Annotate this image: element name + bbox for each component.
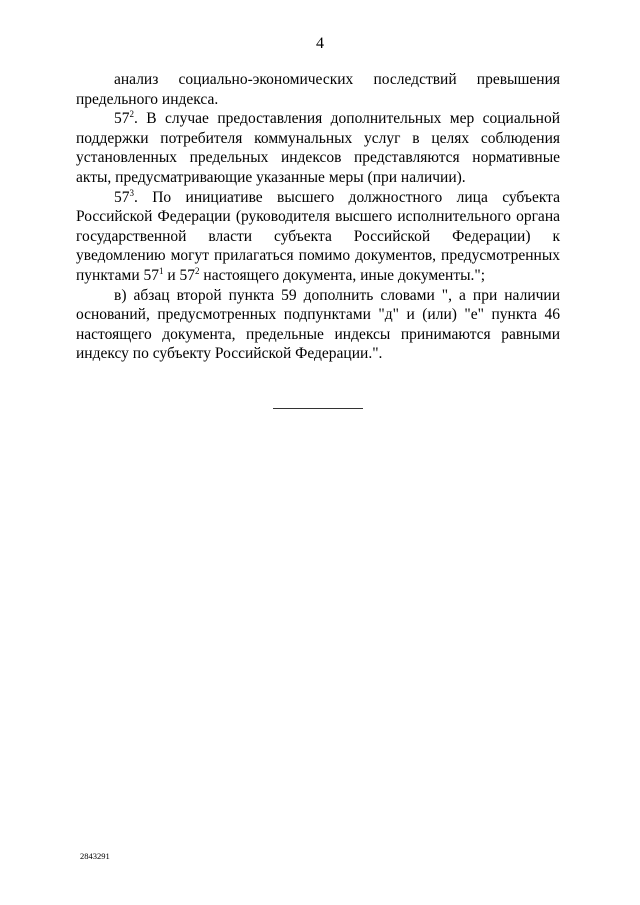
paragraph-text: и [163, 266, 180, 284]
document-body [76, 70, 560, 364]
end-separator-line [273, 408, 363, 409]
document-code: 2843291 [80, 851, 110, 861]
clause-number: $57^3$ [114, 187, 134, 206]
reference-57-2: $57^2$ [179, 265, 200, 284]
paragraph-continuation [76, 70, 560, 109]
reference-57-1: $57^1$ [143, 265, 164, 284]
clause-superscript: 2 [129, 109, 134, 120]
paragraph-text: анализ социально-экономических последствий превышения предельного индекса. [76, 71, 560, 108]
paragraph-57-3 [76, 188, 560, 286]
clause-number: $57^2$ [114, 109, 134, 128]
paragraph-text: . По инициативе высшего должностного лица субъекта Российской Федерации (руководителя высшего исполнительного органа государственной власти субъекта Российской Федерации) к уведомлению могут прилагаться помимо документов, предусмотренных пунктами [76, 188, 560, 284]
paragraph-amendment-v [76, 286, 560, 364]
page-number: 4 [316, 35, 324, 52]
clause-superscript: 3 [129, 187, 134, 198]
paragraph-57-2 [76, 109, 560, 187]
paragraph-text: . В случае предоставления дополнительных мер социальной поддержки потребителя коммунальных услуг в целях соблюдения установленных предельных индексов представляются нормативные акты, предусматривающие указанные меры (при наличии). [76, 110, 560, 186]
paragraph-text: в) абзац второй пункта 59 дополнить словами ", а при наличии оснований, предусмотренных подпунктами "д" и (или) "е" пункта 46 настоящего документа, предельные индексы принимаются равными индексу по субъекту Российской Федерации.". [76, 286, 560, 363]
paragraph-text: настоящего документа, иные документы."; [199, 266, 486, 284]
